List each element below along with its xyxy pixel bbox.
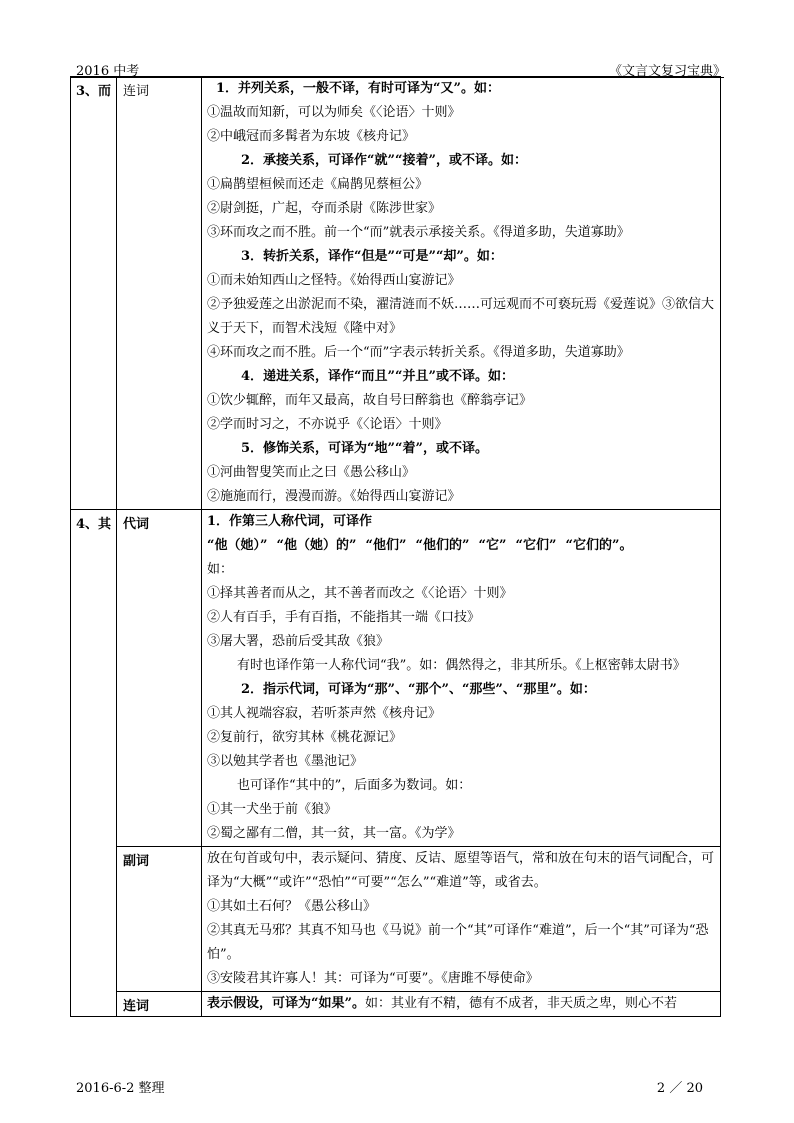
example-line: 如： — [207, 562, 234, 577]
conj-description — [207, 992, 716, 1016]
grammar-table — [70, 76, 721, 1017]
example-line: ③以勉其学者也《墨池记》 — [207, 754, 364, 769]
example-line: ④环而攻之而不胜。后一个“而”字表示转折关系。《得道多助，失道寡助》 — [207, 345, 630, 360]
example-line: ③安陵君其许寡人！其：可译为“可要”。《唐雎不辱使命》 — [207, 971, 539, 986]
heading-er-2: 2．承接关系，可译作“就”“接着”，或不译。如： — [241, 153, 527, 168]
example-line: ③屠大署，恐前后受其敌《狼》 — [207, 634, 390, 649]
pronoun-list: “他（她）” “他（她）的” “他们” “他们的” “它” “它们” “它们的”。 — [207, 538, 633, 553]
page-number: 2 ／ 20 — [656, 1081, 703, 1096]
header-right: 《文言文复习宝典》 — [608, 64, 726, 79]
example-line: ②蜀之鄙有二僧，其一贫，其一富。《为学》 — [207, 826, 461, 841]
heading-er-5: 5．修饰关系，可译为“地”“着”，或不译。 — [241, 441, 488, 456]
conj-rest: 如：其业有不精，德有不成者，非天质之卑，则心不若 — [364, 996, 677, 1011]
example-line: ②尉剑挺，广起，夺而杀尉《陈涉世家》 — [207, 201, 442, 216]
example-line: ②予独爱莲之出淤泥而不染，濯清涟而不妖……可远观而不可亵玩焉《爱莲说》③欲信大义于天下，而智术浅短《隆中对》 — [207, 297, 715, 336]
example-line: ②中峨冠而多髯者为东坡《核舟记》 — [207, 129, 416, 144]
word-er: 3、而 — [71, 77, 117, 510]
content-qi-pron — [202, 510, 721, 847]
example-line: ②施施而行，漫漫而游。《始得西山宴游记》 — [207, 489, 461, 504]
example-line: ②学而时习之，不亦说乎《〈论语〉十则》 — [207, 417, 448, 432]
content-er — [202, 77, 721, 510]
heading-qi-1: 1．作第三人称代词，可译作 — [207, 514, 373, 529]
heading-er-4: 4．递进关系，译作“而且”“并且”或不译。如： — [241, 369, 514, 384]
example-line: ②其真无马邪？其真不知马也《马说》前一个“其”可译作“难道”，后一个“其”可译为“恐怕”。 — [207, 923, 709, 962]
row-er — [71, 77, 721, 510]
heading-er-3: 3．转折关系，译作“但是”“可是”“却”。如： — [241, 249, 503, 264]
example-line: ①扁鹊望桓候而还走《扁鹊见蔡桓公》 — [207, 177, 429, 192]
heading-qi-2: 2．指示代词，可译为“那”、“那个”、“那些”、“那里”。如： — [241, 682, 596, 697]
example-line: ①其人视端容寂，若听茶声然《核舟记》 — [207, 706, 442, 721]
example-line: ①其如土石何？《愚公移山》 — [207, 899, 377, 914]
row-qi-conj — [71, 992, 721, 1017]
example-line: ②复前行，欲穷其林《桃花源记》 — [207, 730, 403, 745]
pos-qi-conj: 连词 — [117, 992, 202, 1017]
example-line: ①择其善者而从之，其不善者而改之《〈论语〉十则》 — [207, 586, 513, 601]
example-line: ①而未始知西山之怪特。《始得西山宴游记》 — [207, 273, 461, 288]
row-qi-adv — [71, 847, 721, 992]
example-line: ③环而攻之而不胜。前一个“而”就表示承接关系。《得道多助，失道寡助》 — [207, 225, 630, 240]
pos-qi-pron: 代词 — [117, 510, 202, 847]
note-line: 有时也译作第一人称代词“我”。如：偶然得之，非其所乐。《上枢密韩太尉书》 — [237, 658, 686, 673]
content-qi-conj — [202, 992, 721, 1017]
content-qi-adv — [202, 847, 721, 992]
adv-description: 放在句首或句中，表示疑问、猜度、反诘、愿望等语气，常和放在句末的语气词配合，可译为“大概”“或许”“恐怕”“可要”“怎么”“难道”等，或省去。 — [207, 851, 715, 890]
conj-lead: 表示假设，可译为“如果”。 — [207, 996, 365, 1011]
example-line: ①其一犬坐于前《狼》 — [207, 802, 338, 817]
pos-qi-adv: 副词 — [117, 847, 202, 992]
example-line: ①河曲智叟笑而止之曰《愚公移山》 — [207, 465, 416, 480]
row-qi-pron — [71, 510, 721, 847]
example-line: ②人有百手，手有百指，不能指其一端《口技》 — [207, 610, 481, 625]
header-left: 2016 中考 — [76, 64, 140, 79]
footer-left: 2016-6-2 整理 — [76, 1081, 165, 1096]
example-line: ①饮少辄醉，而年又最高，故自号曰醉翁也《醉翁亭记》 — [207, 393, 533, 408]
pos-er-conj: 连词 — [117, 77, 202, 510]
note-line: 也可译作“其中的”，后面多为数词。如： — [237, 778, 472, 793]
heading-er-1: 1．并列关系，一般不译，有时可译为“又”。如： — [216, 81, 501, 96]
word-qi: 4、其 — [71, 510, 117, 1017]
example-line: ①温故而知新，可以为师矣《〈论语〉十则》 — [207, 105, 461, 120]
